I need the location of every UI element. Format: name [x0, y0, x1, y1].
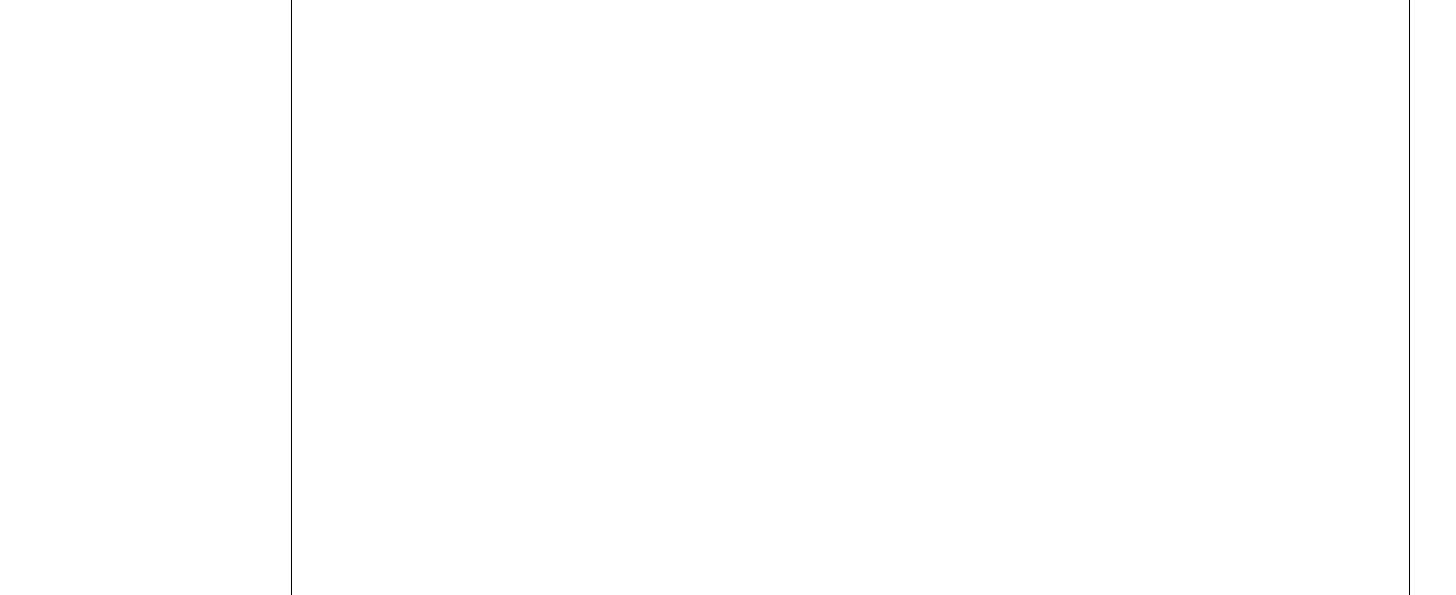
column-divider [1409, 0, 1410, 595]
column-divider [291, 0, 292, 595]
